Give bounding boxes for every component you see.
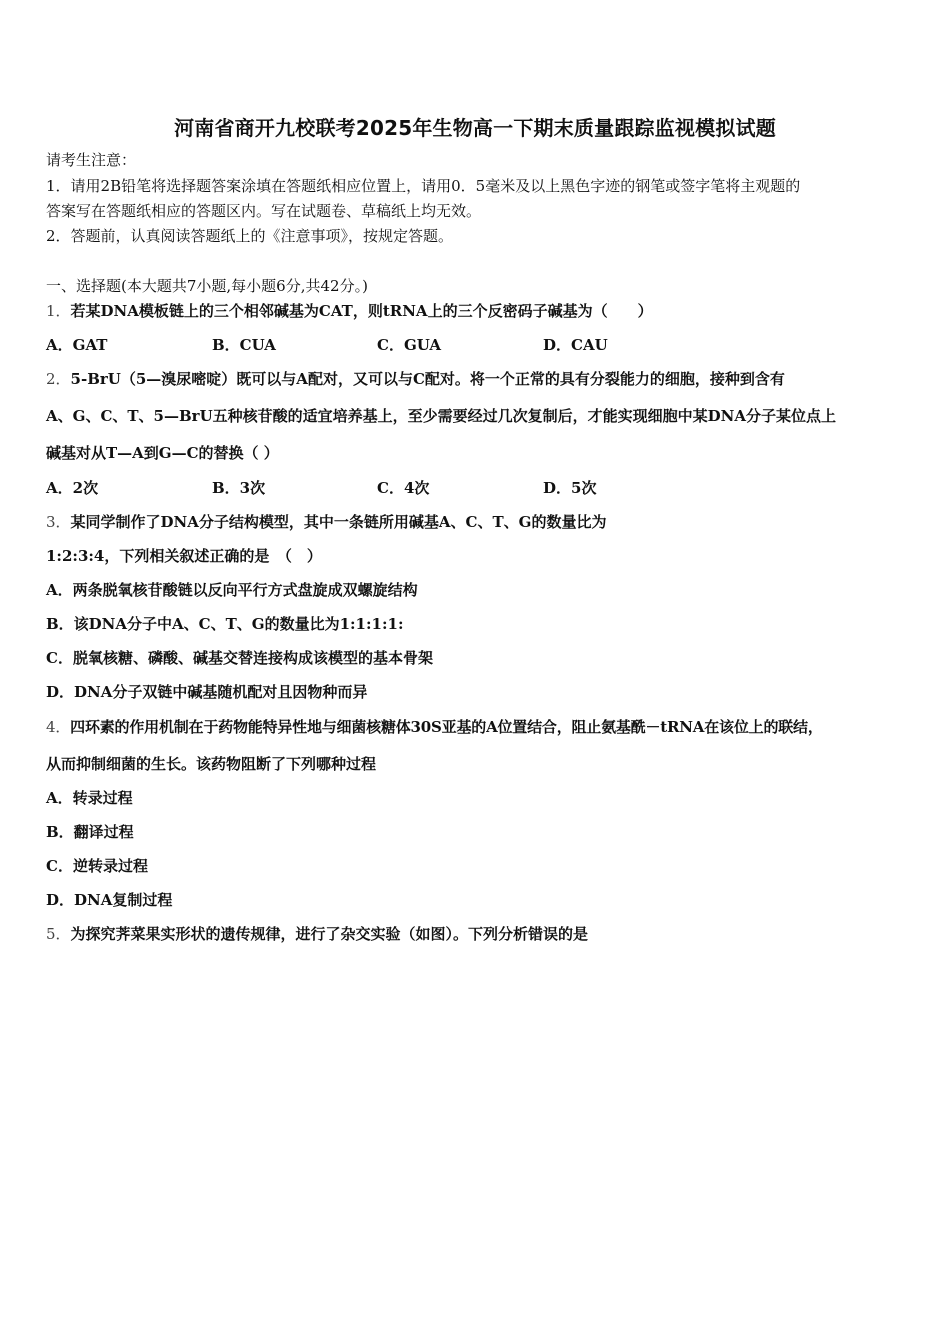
question-2-line-2: A、G、C、T、5—BrU五种核苷酸的适宜培养基上，至少需要经过几次复制后，才能实现细胞中某DNA分子某位点上 xyxy=(46,407,837,425)
q1-option-b[interactable]: B．CUA xyxy=(212,336,276,354)
q3-option-b[interactable]: B．该DNA分子中A、C、T、G的数量比为1:1:1:1: xyxy=(46,615,404,633)
q4-option-c[interactable]: C．逆转录过程 xyxy=(46,857,148,875)
q2-option-b[interactable]: B．3次 xyxy=(212,479,266,497)
q4-option-a[interactable]: A．转录过程 xyxy=(46,789,133,807)
q2-option-d[interactable]: D．5次 xyxy=(543,479,597,497)
page-title: 河南省商开九校联考2025年生物高一下期末质量跟踪监视模拟试题 xyxy=(174,116,776,140)
notice-item-1-line-2: 答案写在答题纸相应的答题区内。写在试题卷、草稿纸上均无效。 xyxy=(46,202,482,220)
question-number: 4． xyxy=(46,718,71,736)
question-3-line-2: 1:2:3:4，下列相关叙述正确的是 （ ） xyxy=(46,547,322,565)
q3-option-a[interactable]: A．两条脱氧核苷酸链以反向平行方式盘旋成双螺旋结构 xyxy=(46,581,418,599)
notice-item-1-line-1: 1．请用2B铅笔将选择题答案涂填在答题纸相应位置上，请用0．5毫米及以上黑色字迹的钢笔或签字笔将主观题的 xyxy=(46,177,801,195)
q1-option-d[interactable]: D．CAU xyxy=(543,336,608,354)
question-number: 3． xyxy=(46,513,71,531)
question-3-line-1 xyxy=(46,512,606,532)
q2-option-a[interactable]: A．2次 xyxy=(46,479,99,497)
question-4-line-1 xyxy=(46,717,823,737)
q1-option-c[interactable]: C．GUA xyxy=(377,336,442,354)
question-2-line-3: 碱基对从T—A到G—C的替换（ ） xyxy=(46,444,279,462)
question-number: 5． xyxy=(46,925,71,943)
q4-option-d[interactable]: D．DNA复制过程 xyxy=(46,891,173,909)
q4-option-b[interactable]: B．翻译过程 xyxy=(46,823,134,841)
q3-option-d[interactable]: D．DNA分子双链中碱基随机配对且因物种而异 xyxy=(46,683,368,701)
q1-option-a[interactable]: A．GAT xyxy=(46,336,108,354)
question-2-line-1 xyxy=(46,369,785,389)
question-5 xyxy=(46,924,588,944)
question-1 xyxy=(46,301,653,321)
question-text: 为探究荠菜果实形状的遗传规律，进行了杂交实验（如图）。下列分析错误的是 xyxy=(70,925,589,943)
q2-option-c[interactable]: C．4次 xyxy=(377,479,430,497)
notice-item-2: 2．答题前，认真阅读答题纸上的《注意事项》，按规定答题。 xyxy=(46,227,454,245)
question-text: 某同学制作了DNA分子结构模型，其中一条链所用碱基A、C、T、G的数量比为 xyxy=(70,513,607,531)
question-number: 2． xyxy=(46,370,71,388)
question-text: 5-BrU（5—溴尿嘧啶）既可以与A配对，又可以与C配对。将一个正常的具有分裂能力的细胞，接种到含有 xyxy=(70,370,785,388)
q3-option-c[interactable]: C．脱氧核糖、磷酸、碱基交替连接构成该模型的基本骨架 xyxy=(46,649,433,667)
question-text: 四环素的作用机制在于药物能特异性地与细菌核糖体30S亚基的A位置结合，阻止氨基酰－tRNA在该位上的联结， xyxy=(70,718,823,736)
question-text: 若某DNA模板链上的三个相邻碱基为CAT，则tRNA上的三个反密码子碱基为（ ） xyxy=(70,302,653,320)
notice-heading: 请考生注意： xyxy=(46,151,137,169)
section-heading: 一、选择题(本大题共7小题,每小题6分,共42分。) xyxy=(46,277,368,295)
question-number: 1． xyxy=(46,302,71,320)
question-4-line-2: 从而抑制细菌的生长。该药物阻断了下列哪种过程 xyxy=(46,755,377,773)
